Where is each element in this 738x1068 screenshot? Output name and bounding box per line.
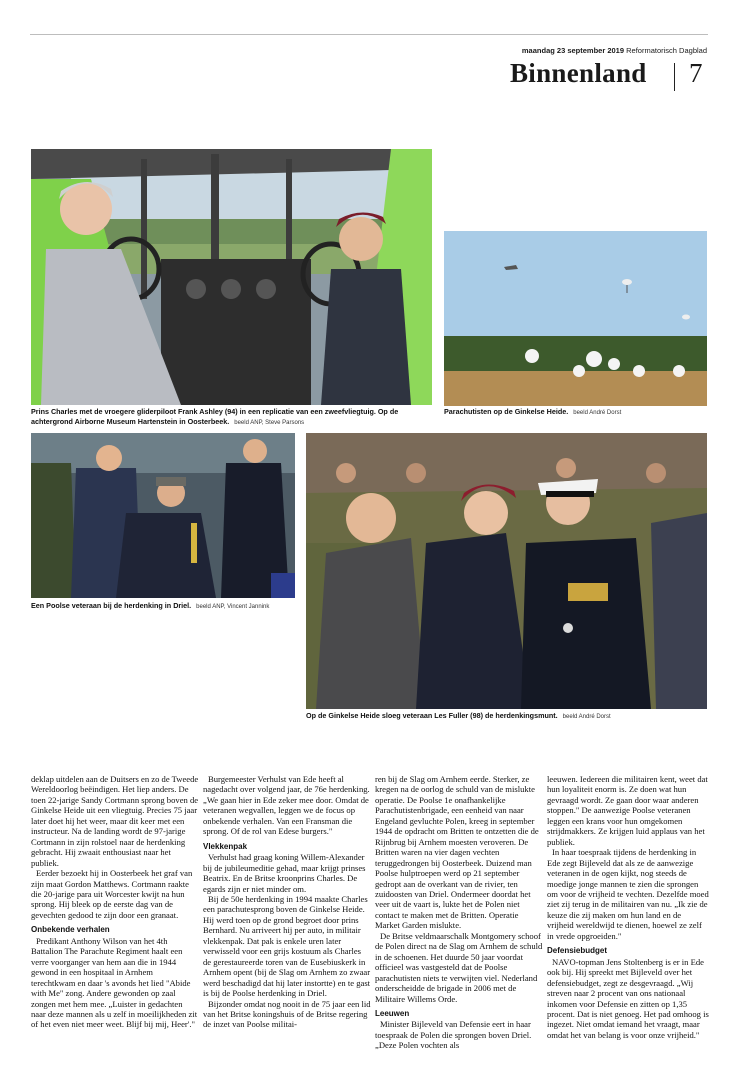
article-column-1: [31, 774, 199, 1030]
paragraph: Minister Bijleveld van Defensie eert in haar toespraak de Polen die sprongen boven Driel. „Deze Polen vochten als: [375, 1019, 532, 1051]
caption-text: Op de Ginkelse Heide sloeg veteraan Les Fuller (98) de herdenkingsmunt.: [306, 711, 558, 720]
paragraph: NAVO-topman Jens Stoltenberg is er in Ede ook bij. Hij spreekt met Bijleveld over het defensiebudget, zegt ze desgevraagd. „Wij streven naar 2 procent van ons nationaal inkomen voor Defensie en zitten op 1,35 procent. Dat is niet genoeg. Het pad omhoog is ingezet. Niet omdat iemand het vraagt, maar omdat het van belang is voor onze vrijheid.": [547, 956, 709, 1040]
paragraph: ren bij de Slag om Arnhem eerde. Sterker, ze kregen na de oorlog de schuld van de mislukte operatie. De Poolse 1e onafhankelijke Parachutistenbrigade, een eenheid van naar Engeland gevluchte Polen, kreeg in september 1944 de opdracht om Britten te ontzetten die de Rijnbrug bij Arnhem moesten veroveren. De Britten waren na vier dagen vechten teruggedrongen bij Oosterbeek. Duizend man Poolse hulptroepen werd op 21 september gedropt aan de overkant van de rivier, ten zuidoosten van Driel. Ondermeer doordat het veer uit de vaart is, lukte het de Polen niet contact te maken met de Britten. Operatie Market Garden mislukte.: [375, 774, 539, 931]
article-column-2: [203, 774, 371, 1030]
subheading: Onbekende verhalen: [31, 925, 110, 935]
paragraph: Bijzonder omdat nog nooit in de 75 jaar een lid van het Britse koningshuis of de Britse regering de inzet van Poolse militai-: [203, 998, 371, 1030]
caption-text: Prins Charles met de vroegere gliderpiloot Frank Ashley (94) in een replicatie van een zweefvliegtuig. Op de achtergrond Airborne Museum Hartenstein in Oosterbeek.: [31, 407, 399, 426]
subheading: Defensiebudget: [547, 946, 608, 956]
paragraph: Eerder bezoekt hij in Oosterbeek het graf van zijn maat Gordon Matthews. Cortmann raakte die 20-jarige para uit Worcester kwijt na hun sprong. Hij bleek op de eerste dag van de gevechten gedood te zijn door een granaat.: [31, 868, 193, 920]
caption-parachutes: [444, 407, 707, 418]
paragraph: Verhulst had graag koning Willem-Alexander bij de jubileumeditie gehad, maar krijgt prinses Beatrix. En de Britse kroonprins Charles. De egards zijn er niet minder om.: [203, 852, 366, 894]
subheading: Vlekkenpak: [203, 841, 248, 851]
dateline: [522, 46, 707, 55]
photo-parachutes: [444, 231, 707, 406]
header-divider: [674, 63, 675, 91]
photo-credit: beeld ANP, Steve Parsons: [234, 420, 305, 426]
article-column-4: [547, 774, 709, 1040]
photo-coin-ceremony: [306, 433, 707, 709]
article-column-3: [375, 774, 543, 1051]
top-rule: [30, 34, 708, 35]
paragraph: leeuwen. Iedereen die militairen kent, weet dat hun loyaliteit enorm is. Ze doen wat hun gevraagd wordt. Ze gaan door waar anderen stoppen." De aanwezige Poolse veteranen leggen een krans voor hun omgekomen strijdmakkers. Ze krijgen luid applaus van het publiek.: [547, 774, 708, 847]
caption-coin: [306, 711, 707, 722]
page-number: 7: [689, 58, 703, 88]
paragraph: Burgemeester Verhulst van Ede heeft al nagedacht over volgend jaar, de 76e herdenking. „We gaan hier in Ede zeker mee door. Omdat de veteranen wegvallen, leggen we de focus op onbekende verhalen. Van een Fransman die sprong. Of de rol van Edese burgers.": [203, 774, 370, 837]
photo-glider-cockpit: [31, 149, 432, 405]
photo-credit: beeld ANP, Vincent Jannink: [196, 604, 270, 610]
paragraph: deklap uitdelen aan de Duitsers en zo de Tweede Wereldoorlog beëindigen. Het liep anders. De toen 22-jarige Sandy Cortmann sprong boven de Ginkelse Heide uit een vliegtuig. Precies 75 jaar later doet hij het weer, maar dit keer met een instructeur. Na de landing wordt de 97-jarige Cortmann in zijn rolstoel naar de herdenking gebracht. Hij zwaait enthousiast naar het publiek.: [31, 774, 199, 868]
section-title: Binnenland: [510, 58, 647, 88]
caption-text: Een Poolse veteraan bij de herdenking in Driel.: [31, 601, 192, 610]
photo-credit: beeld André Dorst: [573, 410, 622, 416]
publication-name: Reformatorisch Dagblad: [626, 46, 707, 55]
paragraph: Predikant Anthony Wilson van het 4th Battalion The Parachute Regiment haalt een verre voorganger van hem aan die in 1944 gewond in een hospitaal in Arnhem terechtkwam en daar 's avonds het lied "Abide with Me" zong. Andere gewonden op zaal zongen met hem mee. „Luister in gedachten naar deze mannen als u zelf in moeilijkheden zit of het even niet meer weet. Blijf bij mij, Heer'.": [31, 935, 198, 1030]
paragraph: In haar toespraak tijdens de herdenking in Ede zegt Bijleveld dat als ze de aanwezige veteranen in de ogen kijkt, nog steeds de moedige jonge mannen te zien die sprongen om voor de vrijheid te vechten. Dezelfde moed ziet zij terug in de militairen van nu. „Ik zie de keuze die zij maken om hun land en de vrijheid wereldwijd te dienen, hoewel ze zelf in vrede opgroeiden.": [547, 847, 709, 941]
caption-glider: [31, 407, 432, 428]
photo-veteran-driel: [31, 433, 295, 598]
caption-veteran-driel: [31, 601, 295, 612]
paragraph: Bij de 50e herdenking in 1994 maakte Charles een parachutesprong boven de Ginkelse Heide. Hij werd toen op de grond begroet door prins Bernhard. Nu arriveert hij per auto, in militair vlekkenpak. Dat pak is enkele uren later verwisseld voor een grijs kostuum als Charles de gerestaureerde toren van de Eusebiuskerk in Arnhem opent (bij de Slag om Arnhem zo zwaar werd beschadigd dat hij later instortte) en te gast is bij de Poolse herdenking in Driel.: [203, 893, 371, 999]
paragraph: De Britse veldmaarschalk Montgomery schoof de Polen direct na de Slag om Arnhem de schuld in de schoenen. Het duurde 50 jaar voordat officieel was vastgesteld dat de Poolse parachutisten niets te verwijten viel. Nederland onderscheidde de brigade in 2006 met de Militaire Willems Orde.: [375, 930, 543, 1004]
issue-date: maandag 23 september 2019: [521, 46, 625, 55]
subheading: Leeuwen: [375, 1008, 410, 1018]
caption-text: Parachutisten op de Ginkelse Heide.: [444, 407, 569, 416]
photo-credit: beeld André Dorst: [562, 714, 611, 720]
